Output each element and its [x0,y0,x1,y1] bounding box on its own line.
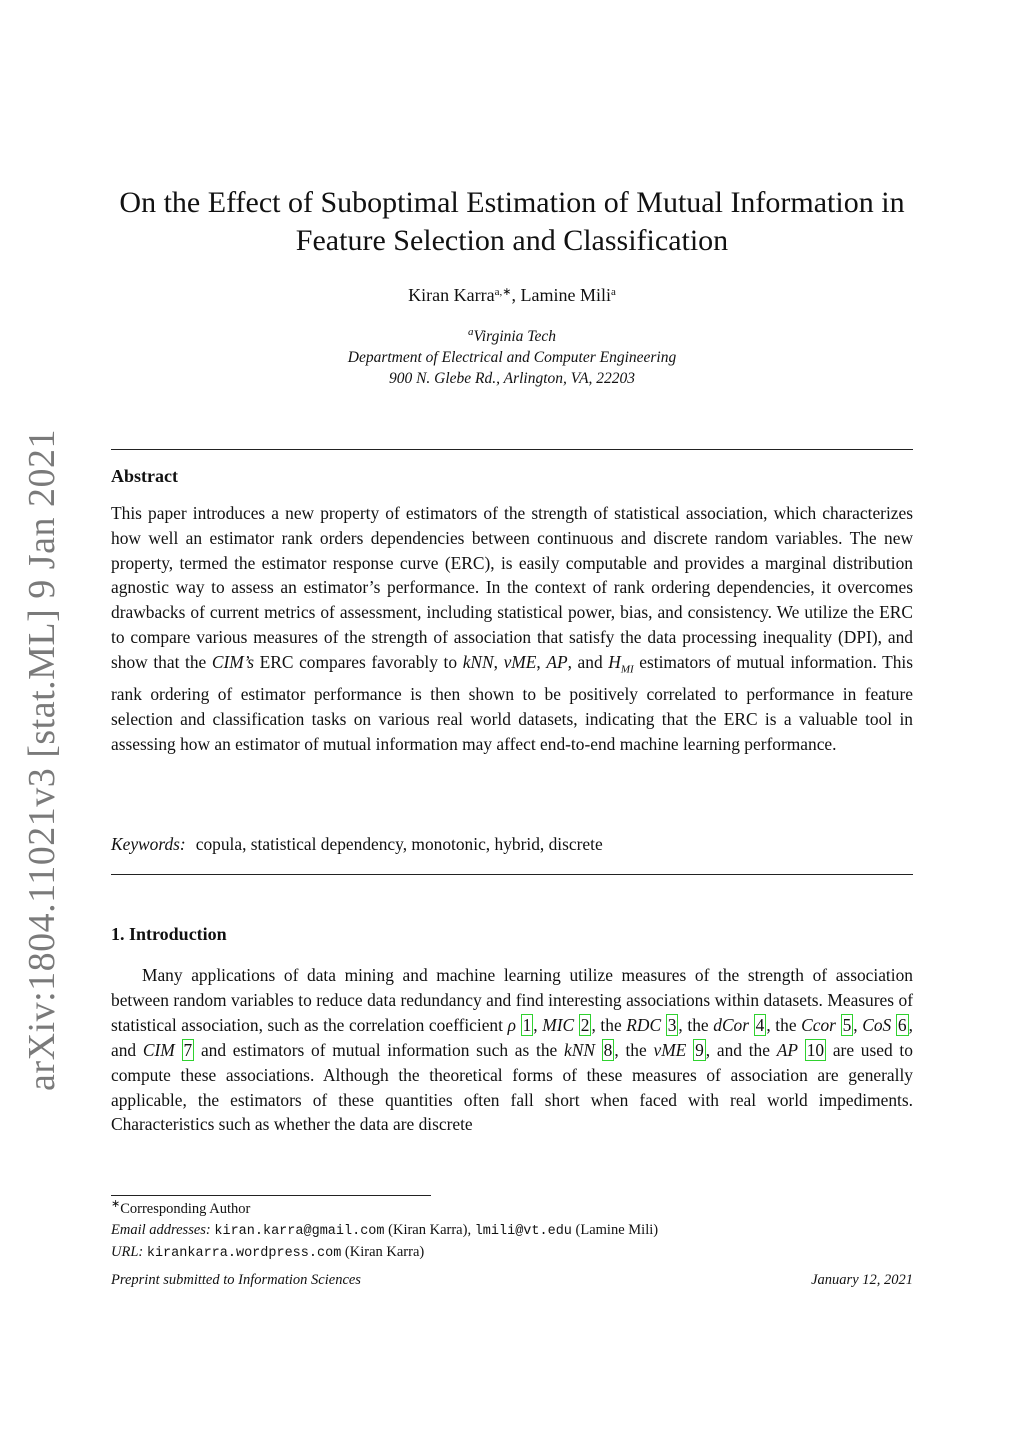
url-label: URL: [111,1244,144,1260]
intro-cim: CIM [142,1039,175,1060]
keywords-line [111,834,913,855]
author-karra: Kiran Karra [408,285,495,305]
intro-rdc: RDC [626,1014,662,1035]
abstract-cim: CIM’s [211,651,255,672]
intro-text-3: , the [591,1014,627,1035]
intro-text-7: , and [111,1014,913,1060]
introduction-body [111,963,913,1137]
citation-7[interactable]: 7 [183,1039,193,1060]
abstract-top-rule [111,449,913,450]
paper-title [100,184,924,260]
citation-6[interactable]: 6 [897,1014,907,1035]
email-mili-link[interactable]: lmili@vt.edu [474,1224,572,1239]
author-mili-mark: a [610,286,616,298]
footer-date: January 12, 2021 [811,1272,913,1288]
page-footer [111,1272,913,1289]
citation-3[interactable]: 3 [667,1014,677,1035]
intro-text-6: , [853,1014,863,1035]
affiliation-institution: Virginia Tech [473,328,557,345]
abstract-heading: Abstract [111,466,178,486]
author-karra-mark: a,∗ [494,286,512,298]
footnotes [111,1199,913,1264]
email-label: Email addresses: [111,1222,211,1238]
intro-text-11: are used to compute these associations. Although the theoretical forms of these measures of association are generally applicable, the estimators of these quantities often fall short when faced with real world impediments. Characteristics such as whether the data are discrete [111,1039,913,1135]
footnote-corresponding [111,1199,913,1220]
footnote-emails [111,1220,913,1242]
intro-text-9: , the [614,1039,654,1060]
abstract-vme: vME [503,651,537,672]
keywords-text: copula, statistical dependency, monotonic, hybrid, discrete [195,834,603,854]
citation-8[interactable]: 8 [603,1039,613,1060]
affiliation-address: 900 N. Glebe Rd., Arlington, VA, 22203 [388,370,636,387]
footer-submission: Preprint submitted to Information Sciences [111,1272,361,1288]
email-karra-link[interactable]: kiran.karra@gmail.com [214,1224,385,1239]
title-line-2: Feature Selection and Classification [295,224,729,257]
keywords-label: Keywords: [111,834,186,854]
url-link[interactable]: kirankarra.wordpress.com [146,1246,342,1261]
footnote-rule [111,1195,431,1196]
footnote-url [111,1242,913,1264]
intro-text-8: and estimators of mutual information such as the [194,1039,564,1060]
citation-10[interactable]: 10 [806,1039,825,1060]
abstract-hmi-sub: MI [620,663,634,676]
intro-vme: vME [653,1039,687,1060]
abstract-knn: kNN [462,651,494,672]
intro-text-5: , the [766,1014,802,1035]
abstract-text-1: This paper introduces a new property of estimators of the strength of statistical association, which characterizes how well an estimator rank orders dependencies between continuous and discrete random variables. The new property, termed the estimator response curve (ERC), is easily computable and provides a marginal distribution agnostic way to assess an estimator’s performance. In the context of rank ordering dependencies, it overcomes drawbacks of current metrics of assessment, including statistical power, bias, and consistency. We utilize the ERC to compare various measures of the strength of association that satisfy the data processing inequality (DPI), and show that the [111,503,913,672]
citation-9[interactable]: 9 [695,1039,704,1060]
intro-rho: ρ [507,1014,516,1035]
intro-ccor: Ccor [801,1014,836,1035]
intro-text-1: Many applications of data mining and machine learning utilize measures of the strength of association between random variables to reduce data redundancy and find interesting associations within datasets. Measures of statistical association, such as the correlation coefficient [111,965,913,1035]
abstract-ap: AP [546,651,568,672]
intro-cos: CoS [862,1014,892,1035]
affiliation-mark: a [467,326,474,338]
abstract-sep-2: , [536,651,547,672]
email-karra-name: (Kiran Karra) [388,1222,468,1238]
affiliation-institution-line [100,326,924,347]
intro-text-2: , [533,1014,543,1035]
abstract-text-2: ERC compares favorably to [254,651,463,672]
title-line-1: On the Effect of Suboptimal Estimation of Mutual Information in [119,186,905,219]
introduction-heading: 1. Introduction [111,924,227,944]
citation-1[interactable]: 1 [522,1014,532,1035]
url-name: (Kiran Karra) [344,1244,425,1260]
arxiv-identifier: arXiv:1804.11021v3 [stat.ML] 9 Jan 2021 [21,429,63,1091]
intro-knn: kNN [564,1039,595,1060]
intro-dcor: dCor [713,1014,750,1035]
intro-mic: MIC [542,1014,575,1035]
email-separator: , [467,1222,475,1238]
abstract-text-3: , and [567,651,609,672]
citation-4[interactable]: 4 [755,1014,765,1035]
author-list [100,285,924,306]
abstract-bottom-rule [111,874,913,875]
intro-ap: AP [776,1039,798,1060]
intro-text-4: , the [678,1014,714,1035]
footnote-corresponding-text: Corresponding Author [120,1201,251,1217]
author-separator: , [511,285,521,305]
citation-2[interactable]: 2 [580,1014,590,1035]
arxiv-side-stamp [0,0,80,1448]
affiliation-department: Department of Electrical and Computer Engineering [347,349,677,366]
abstract-text-4: estimators of mutual information. This rank ordering of estimator performance is then shown to be positively correlated to performance in feature selection and classification tasks on various real world datasets, indicating that the ERC is a valuable tool in assessing how an estimator of mutual information may affect end-to-end machine learning performance. [111,651,914,754]
affiliation-block [100,326,924,389]
email-mili-name: (Lamine Mili) [575,1222,659,1238]
intro-text-10: , and the [705,1039,777,1060]
author-mili: Lamine Mili [520,285,611,305]
abstract-body [111,501,913,756]
abstract-sep-1: , [493,651,504,672]
footnote-mark: ∗ [111,1198,121,1210]
citation-5[interactable]: 5 [842,1014,852,1035]
abstract-hmi: H [608,651,621,672]
